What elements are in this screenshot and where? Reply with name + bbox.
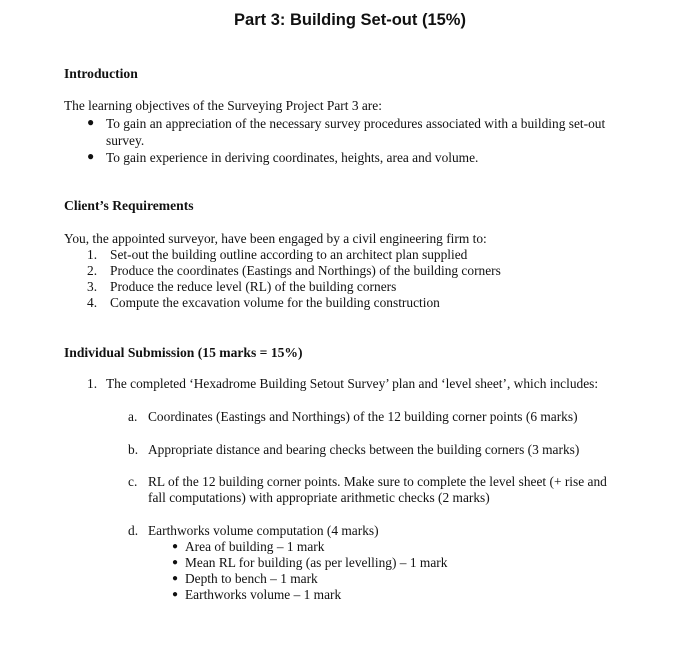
sub-item-d-bullet-1: Area of building – 1 mark (185, 539, 325, 554)
client-item-4: Compute the excavation volume for the building construction (110, 295, 440, 310)
list-number: 4. (87, 295, 98, 310)
intro-bullet-2: To gain experience in deriving coordinates, heights, area and volume. (106, 150, 479, 165)
sub-item-d-bullet-2: Mean RL for building (as per levelling) – 1 mark (185, 555, 448, 570)
bullet-icon: ● (87, 115, 95, 129)
sub-item-letter: d. (128, 523, 139, 538)
sub-item-letter: b. (128, 442, 139, 457)
intro-bullet-1-line-2: survey. (106, 133, 145, 148)
list-number: 1. (87, 247, 98, 262)
client-item-1: Set-out the building outline according to an architect plan supplied (110, 247, 468, 262)
introduction-lead: The learning objectives of the Surveying Project Part 3 are: (64, 98, 382, 113)
list-number: 3. (87, 279, 98, 294)
page-title: Part 3: Building Set-out (15%) (234, 11, 466, 29)
sub-item-letter: c. (128, 474, 138, 489)
bullet-icon: ● (172, 557, 179, 568)
client-requirements-heading: Client’s Requirements (64, 198, 194, 213)
sub-item-d-bullet-3: Depth to bench – 1 mark (185, 571, 318, 586)
submission-item-1: The completed ‘Hexadrome Building Setout Survey’ plan and ‘level sheet’, which includes: (106, 376, 599, 391)
intro-bullet-1-line-1: To gain an appreciation of the necessary survey procedures associated with a building set-out (106, 116, 606, 131)
sub-item-a: Coordinates (Eastings and Northings) of the 12 building corner points (6 marks) (148, 409, 578, 424)
sub-item-b: Appropriate distance and bearing checks between the building corners (3 marks) (148, 442, 580, 457)
bullet-icon: ● (172, 589, 179, 600)
sub-item-d-bullet-4: Earthworks volume – 1 mark (185, 587, 342, 602)
sub-item-c-line-1: RL of the 12 building corner points. Make sure to complete the level sheet (+ rise and (148, 474, 607, 489)
sub-item-d: Earthworks volume computation (4 marks) (148, 523, 379, 538)
list-number: 2. (87, 263, 98, 278)
client-item-3: Produce the reduce level (RL) of the building corners (110, 279, 397, 294)
sub-item-c-line-2: fall computations) with appropriate arithmetic checks (2 marks) (148, 490, 490, 505)
submission-heading: Individual Submission (15 marks = 15%) (64, 345, 303, 360)
sub-item-letter: a. (128, 409, 138, 424)
client-item-2: Produce the coordinates (Eastings and Northings) of the building corners (110, 263, 501, 278)
bullet-icon: ● (172, 573, 179, 584)
introduction-heading: Introduction (64, 66, 138, 81)
bullet-icon: ● (87, 149, 95, 163)
client-requirements-lead: You, the appointed surveyor, have been engaged by a civil engineering firm to: (64, 231, 487, 246)
list-number: 1. (87, 376, 98, 391)
bullet-icon: ● (172, 541, 179, 552)
